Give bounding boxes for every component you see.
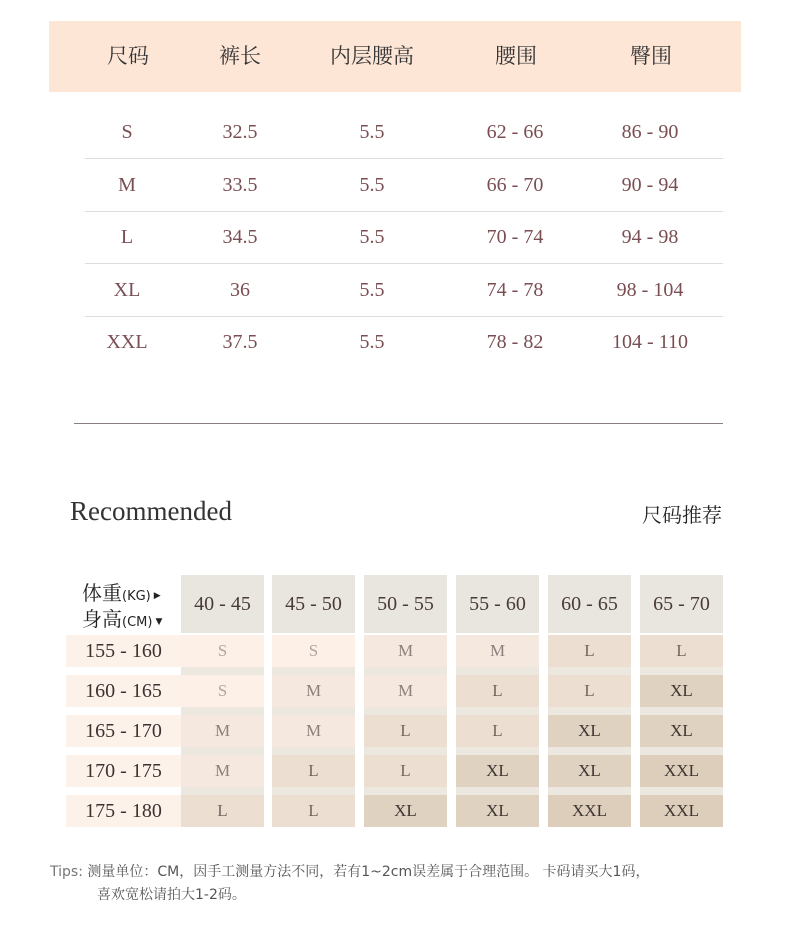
grid-gap [456, 667, 539, 675]
height-range-header: 160 - 165 [66, 675, 181, 707]
grid-gap [640, 747, 723, 755]
grid-gap [272, 787, 355, 795]
tips-line-2: 喜欢宽松请拍大1-2码。 [97, 887, 246, 903]
size-cell-inner-waist-height: 5.5 [359, 226, 385, 248]
size-cell-length: 33.5 [222, 173, 258, 196]
triangle-down-icon: ▼ [155, 617, 163, 627]
tips [50, 861, 750, 907]
recommended-size-cell: L [548, 675, 631, 707]
size-row [85, 211, 723, 264]
recommended-size-cell: M [272, 715, 355, 747]
size-cell-waist: 70 - 74 [486, 226, 544, 248]
grid-gap [272, 747, 355, 755]
size-cell-hip: 86 - 90 [621, 121, 679, 143]
grid-gap [272, 667, 355, 675]
grid-gap [456, 787, 539, 795]
grid-gap [456, 747, 539, 755]
size-cell-hip: 104 - 110 [612, 331, 688, 353]
size-cell-size: XXL [106, 331, 148, 353]
grid-gap [272, 707, 355, 715]
recommended-size-cell: L [640, 635, 723, 667]
grid-gap [181, 747, 264, 755]
height-range-header: 170 - 175 [66, 755, 181, 787]
recommended-size-cell: M [181, 755, 264, 787]
recommended-size-cell: L [181, 795, 264, 827]
recommended-size-cell: S [272, 635, 355, 667]
grid-gap [640, 667, 723, 675]
recommended-size-cell: M [364, 635, 447, 667]
recommended-size-cell: M [456, 635, 539, 667]
recommended-size-cell: S [181, 635, 264, 667]
grid-gap [548, 667, 631, 675]
grid-gap [364, 747, 447, 755]
size-cell-waist: 78 - 82 [486, 331, 544, 353]
recommended-size-cell: M [181, 715, 264, 747]
size-cell-hip: 98 - 104 [616, 278, 684, 301]
recommended-size-cell: XL [456, 755, 539, 787]
size-cell-length: 32.5 [222, 121, 258, 143]
recommended-size-cell: XL [456, 795, 539, 827]
size-cell-hip: 90 - 94 [621, 173, 679, 196]
header-waist: 腰围 [495, 44, 537, 68]
recommended-size-cell: M [364, 675, 447, 707]
grid-gap [181, 707, 264, 715]
size-cell-waist: 62 - 66 [486, 121, 544, 143]
recommended-size-cell: L [364, 755, 447, 787]
height-range-header: 175 - 180 [66, 795, 181, 827]
size-cell-length: 37.5 [222, 331, 258, 353]
grid-gap [364, 667, 447, 675]
size-cell-inner-waist-height: 5.5 [359, 173, 385, 196]
weight-range-header: 45 - 50 [272, 575, 355, 633]
divider [74, 423, 723, 424]
grid-gap [181, 787, 264, 795]
size-cell-waist: 74 - 78 [486, 278, 544, 301]
recommended-size-cell: L [272, 795, 355, 827]
size-row [85, 264, 723, 317]
size-cell-inner-waist-height: 5.5 [359, 278, 385, 301]
size-cell-inner-waist-height: 5.5 [359, 121, 385, 143]
triangle-right-icon: ▶ [153, 591, 161, 601]
height-axis-label: 身高(CM) ▼ [82, 607, 163, 631]
header-length: 裤长 [219, 44, 261, 68]
header-size: 尺码 [107, 44, 149, 68]
weight-range-header: 60 - 65 [548, 575, 631, 633]
tips-label: Tips: [50, 864, 83, 880]
recommended-size-cell: XL [548, 715, 631, 747]
recommended-size-cell: L [456, 715, 539, 747]
height-range-header: 165 - 170 [66, 715, 181, 747]
size-cell-hip: 94 - 98 [621, 226, 679, 248]
size-row [85, 316, 723, 368]
recommended-size-cell: L [456, 675, 539, 707]
size-cell-inner-waist-height: 5.5 [359, 331, 385, 353]
grid-gap [364, 707, 447, 715]
grid-gap [640, 707, 723, 715]
size-table-header [49, 21, 741, 92]
grid-gap [456, 707, 539, 715]
grid-gap [640, 787, 723, 795]
recommended-size-cell: XL [548, 755, 631, 787]
recommended-size-cell: XL [640, 675, 723, 707]
size-cell-length: 34.5 [222, 226, 258, 248]
size-cell-size: XL [113, 278, 141, 301]
size-row [85, 159, 723, 212]
recommended-size-cell: L [272, 755, 355, 787]
recommended-size-cell: L [364, 715, 447, 747]
header-inner-waist-height: 内层腰高 [330, 44, 414, 68]
grid-gap [548, 747, 631, 755]
height-range-header: 155 - 160 [66, 635, 181, 667]
recommended-size-cell: XL [364, 795, 447, 827]
recommended-size-cell: XXL [640, 795, 723, 827]
size-cell-size: S [121, 121, 133, 143]
recommended-size-cell: M [272, 675, 355, 707]
grid-gap [364, 787, 447, 795]
size-row [85, 106, 723, 159]
recommended-size-cell: S [181, 675, 264, 707]
grid-gap [548, 787, 631, 795]
recommended-size-cell: XL [640, 715, 723, 747]
recommended-size-cell: L [548, 635, 631, 667]
weight-range-header: 65 - 70 [640, 575, 723, 633]
header-hip: 臀围 [630, 44, 672, 68]
weight-axis-label: 体重(KG) ▶ [82, 581, 161, 605]
size-cell-waist: 66 - 70 [486, 173, 544, 196]
weight-range-header: 40 - 45 [181, 575, 264, 633]
grid-gap [548, 707, 631, 715]
grid-gap [181, 667, 264, 675]
size-cell-length: 36 [230, 278, 250, 301]
recommended-size-cell: XXL [640, 755, 723, 787]
recommended-title-cn: 尺码推荐 [642, 503, 722, 527]
weight-range-header: 55 - 60 [456, 575, 539, 633]
tips-line-1: 测量单位：CM，因手工测量方法不同，若有1~2cm误差属于合理范围。 卡码请买大1码， [87, 864, 650, 880]
weight-range-header: 50 - 55 [364, 575, 447, 633]
recommended-size-cell: XXL [548, 795, 631, 827]
recommended-title: Recommended [70, 496, 232, 526]
size-cell-size: M [118, 173, 136, 196]
size-cell-size: L [120, 226, 134, 248]
